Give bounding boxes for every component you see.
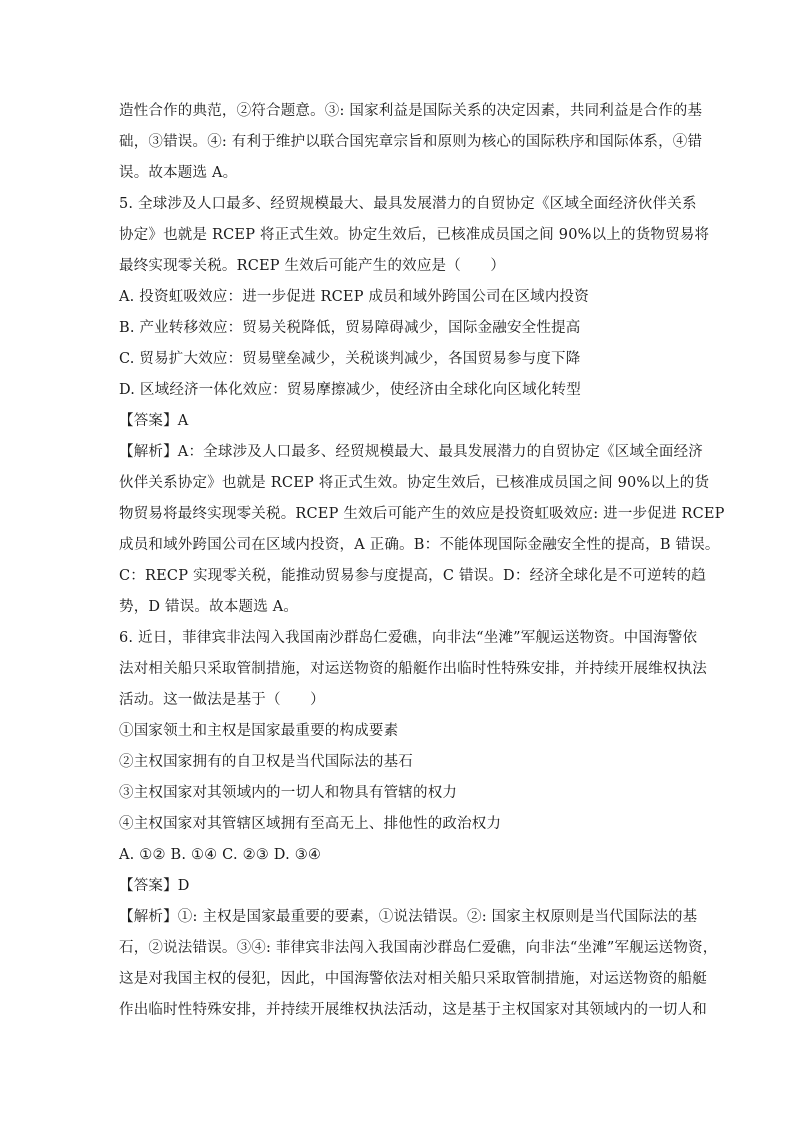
option-d: D. 区域经济一体化效应：贸易摩擦减少，使经济由全球化向区域化转型 <box>119 382 581 398</box>
analysis-text: 物贸易将最终实现零关税。RCEP 生效后可能产生的效应是投资虹吸效应: 进一步促进 RCEP <box>119 506 725 522</box>
option-b: B. 产业转移效应：贸易关税降低，贸易障碍减少，国际金融安全性提高 <box>119 320 581 336</box>
statement-3: ③主权国家对其领域内的一切人和物具有管辖的权力 <box>119 785 458 801</box>
text-line: 误。故本题选 A。 <box>119 165 238 181</box>
question-5-stem: 协定》也就是 RCEP 将正式生效。协定生效后，已核准成员国之间 90%以上的货物贸易将 <box>119 227 710 243</box>
text-line: 造性合作的典范，②符合题意。③: 国家利益是国际关系的决定因素，共同利益是合作的基 <box>119 103 703 119</box>
answer-label: 【答案】D <box>119 878 190 894</box>
analysis-text: 石，②说法错误。③④: 菲律宾非法闯入我国南沙群岛仁爱礁，向非法“坐滩”军舰运送物资， <box>119 940 718 956</box>
analysis-text: 伙伴关系协定》也就是 RCEP 将正式生效。协定生效后，已核准成员国之间 90%以上的货 <box>119 475 710 491</box>
statement-1: ①国家领土和主权是国家最重要的构成要素 <box>119 723 399 739</box>
question-6-stem: 法对相关船只采取管制措施，对运送物资的船艇作出临时性特殊安排，并持续开展维权执法 <box>119 661 707 677</box>
analysis-text: 这是对我国主权的侵犯，因此，中国海警依法对相关船只采取管制措施，对运送物资的船艇 <box>119 971 707 987</box>
question-5-stem: 最终实现零关税。RCEP 生效后可能产生的效应是（ ） <box>119 258 506 274</box>
analysis-text: 成员和域外跨国公司在区域内投资，A 正确。B：不能体现国际金融安全性的提高，B 错误。 <box>119 537 720 553</box>
text-line: 础，③错误。④: 有利于维护以联合国宪章宗旨和原则为核心的国际秩序和国际体系，④错 <box>119 134 703 150</box>
question-6-stem: 6. 近日，菲律宾非法闯入我国南沙群岛仁爱礁，向非法“坐滩”军舰运送物资。中国海警依 <box>119 630 698 646</box>
question-6-stem: 活动。这一做法是基于（ ） <box>119 692 325 708</box>
options-row: A. ①② B. ①④ C. ②③ D. ③④ <box>119 847 322 863</box>
analysis-text: 作出临时性特殊安排，并持续开展维权执法活动，这是基于主权国家对其领域内的一切人和 <box>119 1002 707 1018</box>
statement-2: ②主权国家拥有的自卫权是当代国际法的基石 <box>119 754 413 770</box>
analysis-text: 【解析】A：全球涉及人口最多、经贸规模最大、最具发展潜力的自贸协定《区域全面经济 <box>119 444 703 460</box>
analysis-text: 势，D 错误。故本题选 A。 <box>119 599 299 615</box>
option-a: A. 投资虹吸效应：进一步促进 RCEP 成员和域外跨国公司在区域内投资 <box>119 289 589 305</box>
option-c: C. 贸易扩大效应：贸易壁垒减少，关税谈判减少，各国贸易参与度下降 <box>119 351 581 367</box>
analysis-text: C：RECP 实现零关税，能推动贸易参与度提高，C 错误。D：经济全球化是不可逆转的趋 <box>119 568 706 584</box>
question-5-stem: 5. 全球涉及人口最多、经贸规模最大、最具发展潜力的自贸协定《区域全面经济伙伴关系 <box>119 196 697 212</box>
document-page <box>119 96 725 1026</box>
answer-label: 【答案】A <box>119 413 189 429</box>
analysis-text: 【解析】①: 主权是国家最重要的要素，①说法错误。②: 国家主权原则是当代国际法的基 <box>119 909 698 925</box>
statement-4: ④主权国家对其管辖区域拥有至高无上、排他性的政治权力 <box>119 816 502 832</box>
